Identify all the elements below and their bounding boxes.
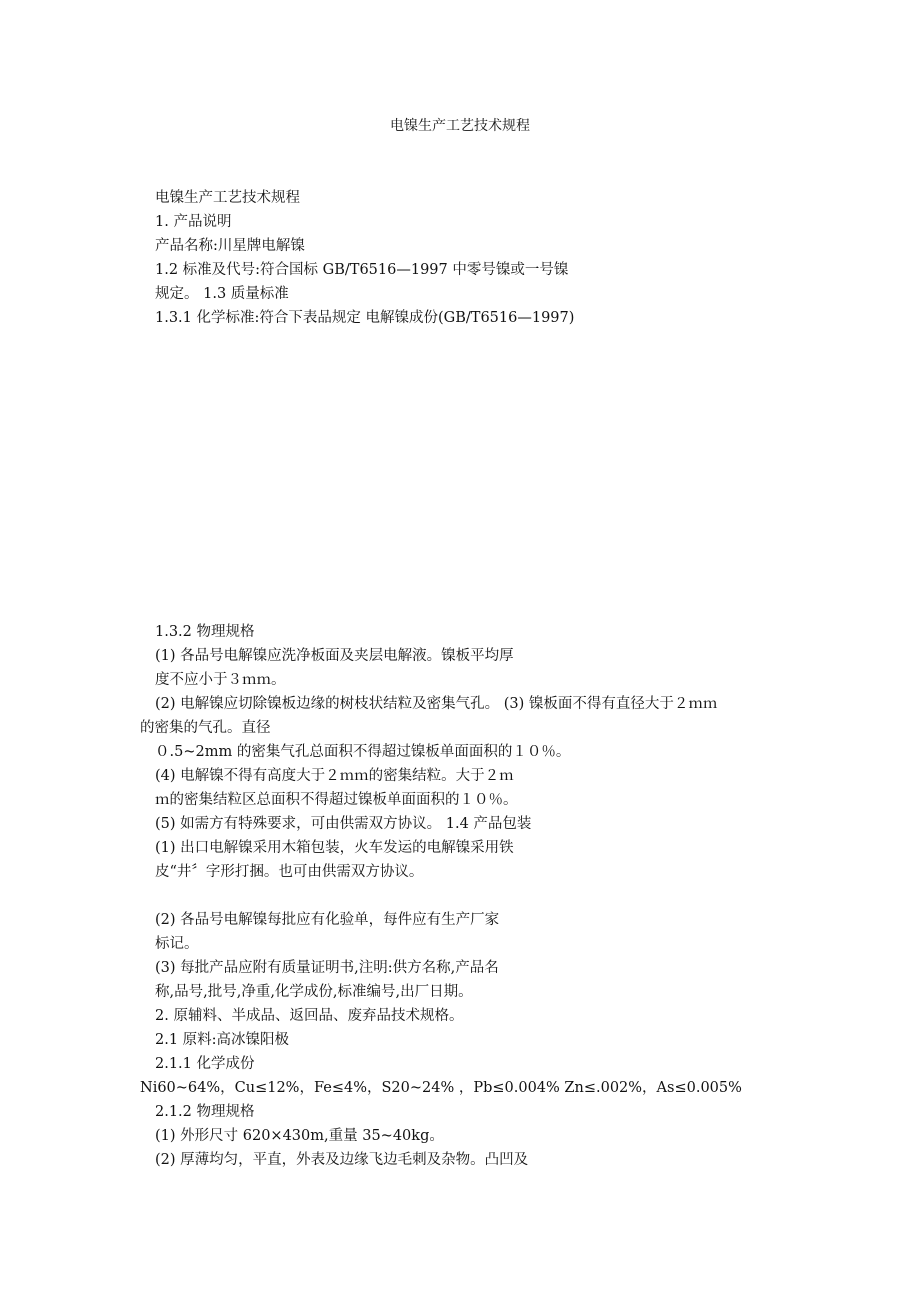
text-composition-values: Ni60~64%，Cu≤12%，Fe≤4%，S20~24% ，Pb≤0.004% Zn≤.002%，As≤0.005% xyxy=(140,1080,742,1096)
text-line: ０.5~2mm 的密集气孔总面积不得超过镍板单面面积的１０％。 xyxy=(155,744,571,760)
heading-anode-physical-specs: 2.1.2 物理规格 xyxy=(155,1104,255,1120)
heading-chemical-composition: 2.1.1 化学成份 xyxy=(155,1056,255,1072)
heading-product-description: 1. 产品说明 xyxy=(155,214,232,230)
text-product-name: 产品名称:川星牌电解镍 xyxy=(155,238,305,254)
text-standard-code: 1.2 标准及代号:符合国标 GB/T6516—1997 中零号镍或一号镍 xyxy=(155,262,569,278)
text-line: 的密集的气孔。直径 xyxy=(140,720,271,736)
text-line: 度不应小于３ｍｍ。 xyxy=(155,672,286,688)
text-line: (4) 电解镍不得有高度大于２ｍｍ的密集结粒。大于２ｍ xyxy=(155,768,514,784)
text-line: 皮“井〞字形打捆。也可由供需双方协议。 xyxy=(155,864,424,880)
text-line: (2) 电解镍应切除镍板边缘的树枝状结粒及密集气孔。 (3) 镍板面不得有直径大于２ｍｍ xyxy=(155,696,718,712)
heading-doc-title: 电镍生产工艺技术规程 xyxy=(155,190,300,206)
blank-line xyxy=(155,884,795,908)
text-line: (2) 各品号电解镍每批应有化验单，每件应有生产厂家 xyxy=(155,912,500,928)
text-line: (1) 外形尺寸 620×430m,重量 35~40kg。 xyxy=(155,1128,444,1144)
text-line: 标记。 xyxy=(155,936,199,952)
text-line: (3) 每批产品应附有质量证明书,注明:供方名称,产品名 xyxy=(155,960,499,976)
text-standard-code-cont: 规定。 1.3 质量标准 xyxy=(155,286,289,302)
text-line: (2) 厚薄均匀，平直，外表及边缘飞边毛刺及杂物。凸凹及 xyxy=(155,1152,529,1168)
text-line: (5) 如需方有特殊要求，可由供需双方协议。 1.4 产品包装 xyxy=(155,816,532,832)
text-line: (1) 各品号电解镍应洗净板面及夹层电解液。镍板平均厚 xyxy=(155,648,514,664)
page-title: 电镍生产工艺技术规程 xyxy=(390,118,530,134)
section-physical-specs xyxy=(140,620,795,1172)
text-chemical-standard: 1.3.1 化学标准:符合下表品规定 电解镍成份(GB/T6516—1997) xyxy=(155,310,575,326)
heading-raw-materials: 2. 原辅料、半成品、返回品、废弃品技术规格。 xyxy=(155,1008,464,1024)
heading-raw-material-anode: 2.1 原料:高冰镍阳极 xyxy=(155,1032,290,1048)
section-product-description xyxy=(155,186,795,330)
text-line: ｍ的密集结粒区总面积不得超过镍板单面面积的１０％。 xyxy=(155,792,518,808)
text-line: 称,品号,批号,净重,化学成份,标准编号,出厂日期。 xyxy=(155,984,473,1000)
text-line: (1) 出口电解镍采用木箱包装，火车发运的电解镍采用铁 xyxy=(155,840,514,856)
heading-physical-specs: 1.3.2 物理规格 xyxy=(155,624,255,640)
